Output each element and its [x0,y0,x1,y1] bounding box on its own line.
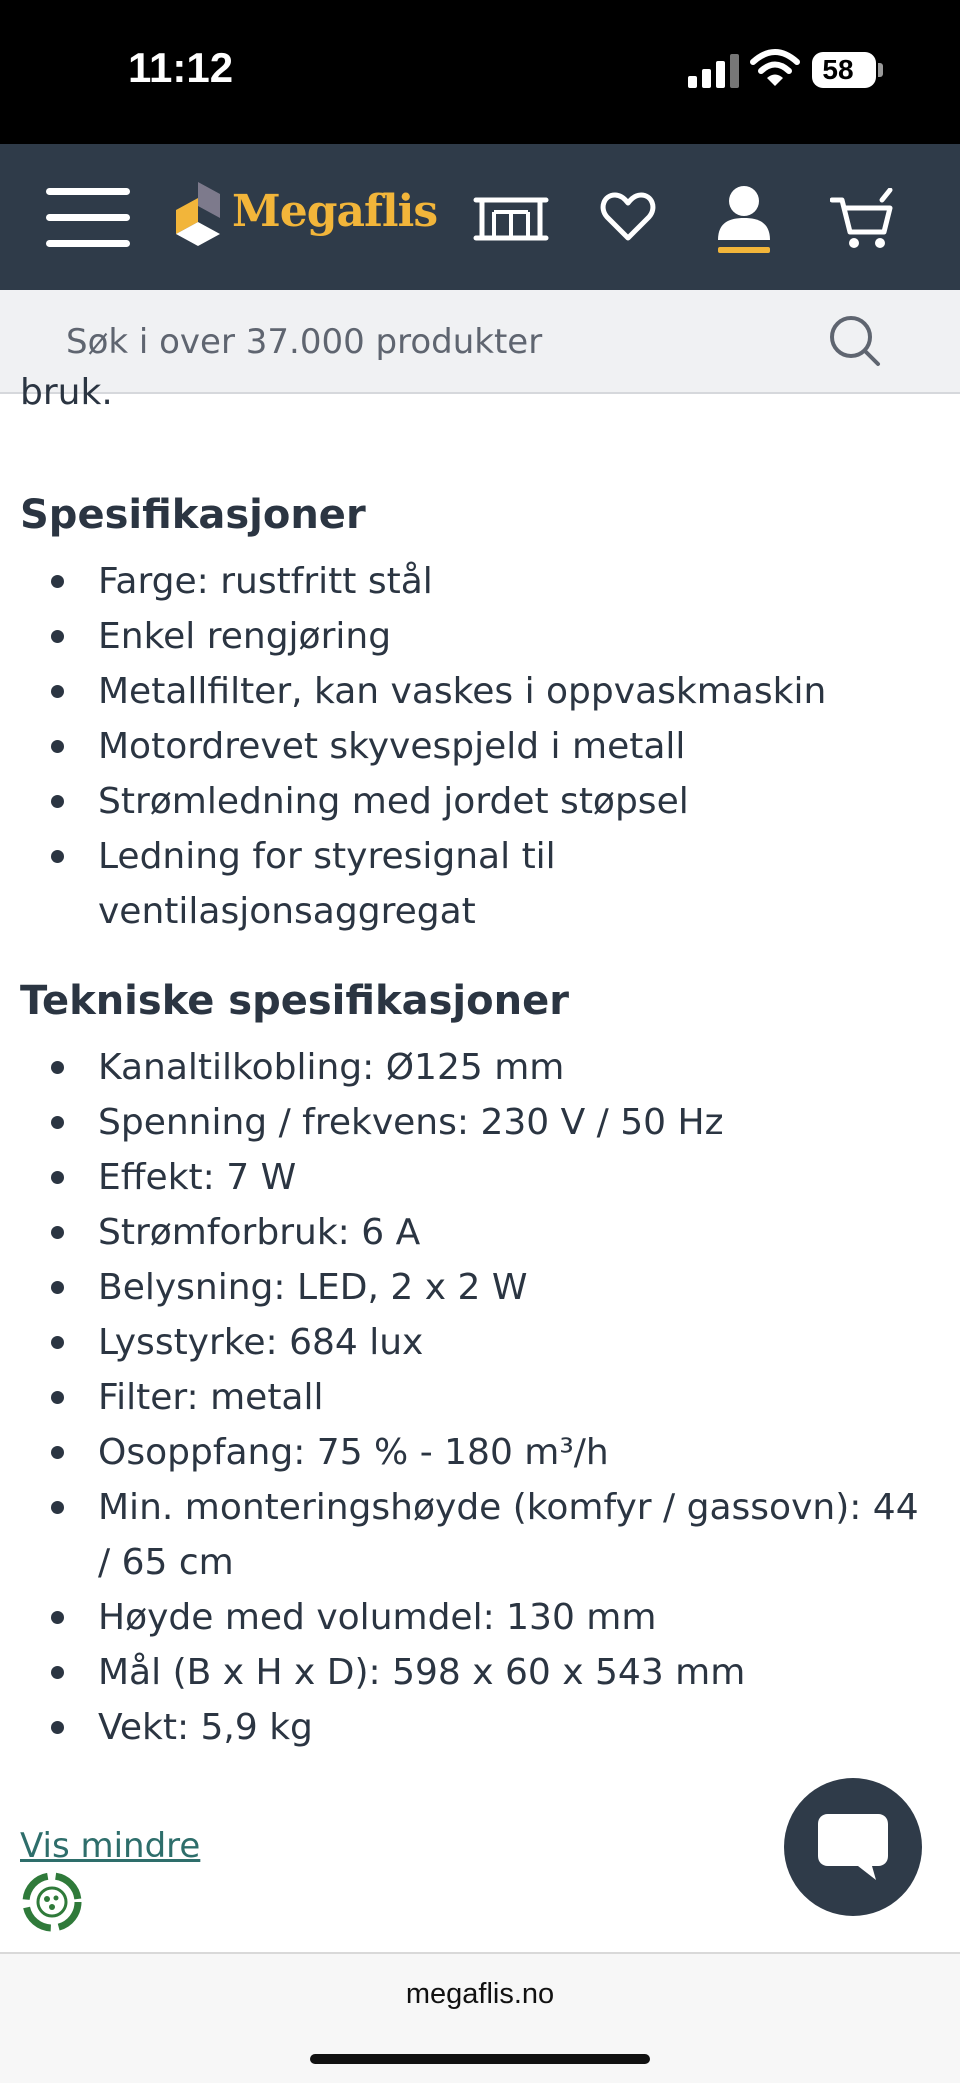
tech-spec-item: Vekt: 5,9 kg [20,1700,940,1755]
url-text[interactable]: megaflis.no [405,1978,555,2010]
search-icon[interactable] [828,314,882,368]
battery-icon [812,52,876,88]
technical-specifications-list [20,1040,940,1755]
tech-spec-item: Spenning / frekvens: 230 V / 50 Hz [20,1095,940,1150]
heart-icon[interactable] [600,192,656,242]
tech-spec-item: Høyde med volumdel: 130 mm [20,1590,940,1645]
home-indicator [310,2054,650,2064]
chat-bubble-icon [814,1808,892,1886]
spec-item: Metallfilter, kan vaskes i oppvaskmaskin [20,664,940,719]
site-header [0,144,960,290]
logo-mark-icon [174,180,224,246]
logo-text: Megaflis [232,186,438,237]
tech-spec-item: Min. monteringshøyde (komfyr / gassovn): 44 / 65 cm [20,1480,940,1590]
tech-spec-item: Kanaltilkobling: Ø125 mm [20,1040,940,1095]
search-input[interactable] [64,316,788,368]
product-description [0,372,960,1954]
search-bar [0,290,960,394]
show-less-link[interactable]: Vis mindre [20,1826,201,1866]
description-text-end: bruk. [20,372,113,413]
battery-level: 58 [822,54,854,85]
status-time: 11:12 [128,44,234,91]
tech-spec-item: Lysstyrke: 684 lux [20,1315,940,1370]
spec-item: Strømledning med jordet støpsel [20,774,940,829]
technical-specifications-heading: Tekniske spesifikasjoner [20,978,569,1024]
spec-item: Farge: rustfritt stål [20,554,940,609]
specifications-list [20,554,940,939]
tech-spec-item: Effekt: 7 W [20,1150,940,1205]
tech-spec-item: Mål (B x H x D): 598 x 60 x 543 mm [20,1645,940,1700]
chat-button[interactable] [784,1778,922,1916]
cellular-signal-icon [688,52,748,88]
status-bar [0,0,960,144]
recycle-badge-icon[interactable] [18,1868,86,1936]
cart-icon[interactable] [830,188,894,250]
spec-item: Enkel rengjøring [20,609,940,664]
tech-spec-item: Filter: metall [20,1370,940,1425]
specifications-heading: Spesifikasjoner [20,492,366,538]
browser-bottom-bar [0,1952,960,2083]
wifi-icon [750,48,800,88]
spec-item: Motordrevet skyvespjeld i metall [20,719,940,774]
tech-spec-item: Osoppfang: 75 % - 180 m³/h [20,1425,940,1480]
menu-button[interactable] [46,188,130,248]
showroom-icon[interactable] [472,192,550,244]
user-icon[interactable] [712,184,776,254]
tech-spec-item: Strømforbruk: 6 A [20,1205,940,1260]
battery-cap [878,63,883,77]
tech-spec-item: Belysning: LED, 2 x 2 W [20,1260,940,1315]
spec-item: Ledning for styresignal til ventilasjonsaggregat [20,829,940,939]
logo[interactable] [174,180,438,254]
